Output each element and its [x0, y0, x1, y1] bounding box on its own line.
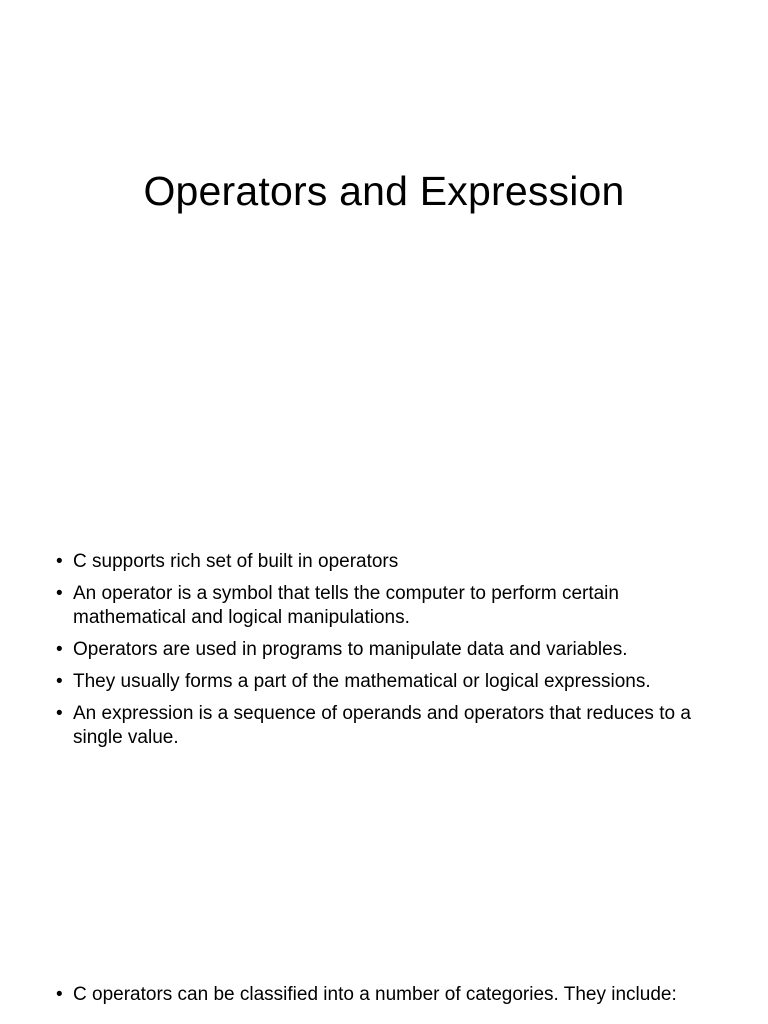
list-item-text: An expression is a sequence of operands and operators that reduces to a single value. [73, 703, 691, 748]
list-item-text: An operator is a symbol that tells the computer to perform certain mathematical and logical manipulations. [73, 583, 619, 628]
list-item [56, 550, 716, 574]
list-item-text: C operators can be classified into a number of categories. They include: [73, 984, 677, 1005]
list-item [56, 702, 716, 750]
bullet-icon: • [56, 583, 63, 604]
list-item [56, 582, 716, 630]
bullet-list-intro [56, 550, 716, 758]
list-item-text: They usually forms a part of the mathematical or logical expressions. [73, 671, 651, 692]
list-item [56, 983, 716, 1007]
list-item [56, 638, 716, 662]
list-item [56, 670, 716, 694]
bullet-icon: • [56, 639, 63, 660]
bullet-icon: • [56, 671, 63, 692]
bullet-icon: • [56, 984, 63, 1005]
list-item-text: Operators are used in programs to manipulate data and variables. [73, 639, 628, 660]
slide-title: Operators and Expression [143, 168, 625, 214]
bullet-icon: • [56, 551, 63, 572]
bullet-list-categories [56, 983, 716, 1015]
list-item-text: C supports rich set of built in operators [73, 551, 399, 572]
bullet-icon: • [56, 703, 63, 724]
